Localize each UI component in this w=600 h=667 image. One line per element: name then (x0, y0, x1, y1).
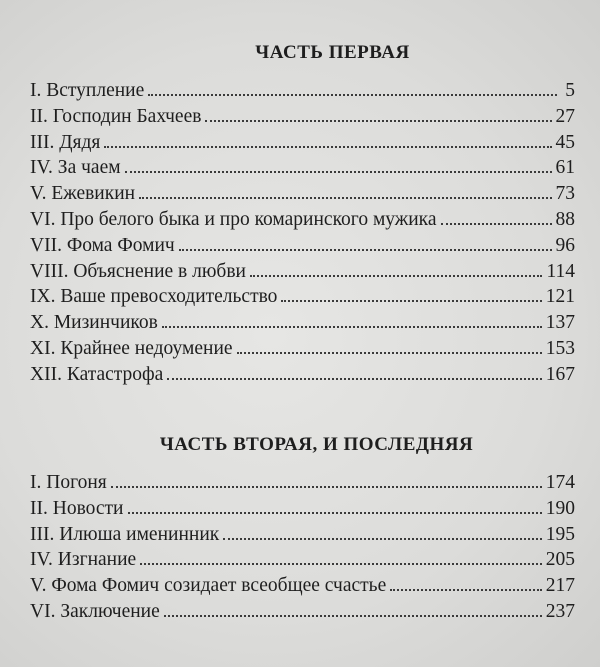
dot-leader (148, 94, 557, 96)
entry-title: I. Погоня (30, 472, 107, 493)
toc-entry-chapter-1[interactable] (30, 78, 575, 104)
dot-leader (237, 352, 542, 354)
dot-leader (139, 197, 551, 199)
dot-leader (441, 223, 552, 225)
toc-entry-chapter-4[interactable] (30, 155, 575, 181)
dot-leader (162, 326, 542, 328)
entry-title: X. Мизинчиков (30, 312, 158, 334)
dot-leader (223, 538, 542, 540)
entry-page-number: 114 (546, 260, 575, 282)
dot-leader (128, 512, 542, 514)
part-one-title: ЧАСТЬ ПЕРВАЯ (255, 42, 410, 63)
entry-page-number: 5 (565, 80, 575, 101)
toc-entry-chapter-3[interactable] (30, 522, 575, 548)
entry-title: XII. Катастрофа (30, 363, 164, 385)
dot-leader (164, 615, 542, 617)
toc-entry-chapter-1[interactable] (30, 470, 575, 496)
entry-page-number: 167 (545, 363, 575, 385)
entry-page-number: 237 (545, 600, 575, 622)
toc-entry-chapter-2[interactable] (30, 104, 575, 130)
toc-entry-chapter-6[interactable] (30, 599, 575, 625)
part-one-section (30, 40, 575, 388)
entry-title: IX. Ваше превосходительство (30, 286, 278, 308)
entry-page-number: 96 (555, 234, 575, 256)
entry-page-number: 190 (545, 497, 575, 519)
entry-title: XI. Крайнее недоумение (30, 337, 233, 359)
dot-leader (104, 146, 551, 148)
dot-leader (140, 563, 542, 565)
dot-leader (179, 249, 552, 251)
entry-page-number: 27 (555, 105, 575, 127)
toc-entry-chapter-5[interactable] (30, 573, 575, 599)
dot-leader (111, 486, 542, 488)
toc-entry-chapter-8[interactable] (30, 259, 575, 285)
toc-entry-chapter-4[interactable] (30, 547, 575, 573)
entry-page-number: 153 (545, 337, 575, 359)
entry-title: II. Господин Бахчеев (30, 105, 202, 127)
entry-title: V. Фома Фомич созидает всеобщее счастье (30, 575, 387, 597)
part-one-entries (30, 78, 575, 388)
toc-entry-chapter-11[interactable] (30, 336, 575, 362)
entry-title: VI. Заключение (30, 600, 160, 622)
entry-page-number: 217 (545, 575, 575, 597)
toc-entry-chapter-2[interactable] (30, 496, 575, 522)
toc-entry-chapter-9[interactable] (30, 284, 575, 310)
entry-title: III. Дядя (30, 131, 101, 153)
dot-leader (125, 171, 552, 173)
entry-page-number: 88 (555, 208, 575, 230)
toc-entry-chapter-7[interactable] (30, 233, 575, 259)
dot-leader (281, 300, 541, 302)
entry-title: VII. Фома Фомич (30, 234, 175, 256)
toc-entry-chapter-5[interactable] (30, 181, 575, 207)
toc-entry-chapter-12[interactable] (30, 362, 575, 388)
entry-title: IV. За чаем (30, 157, 121, 179)
entry-title: I. Вступление (30, 80, 145, 101)
entry-title: III. Илюша именинник (30, 523, 220, 545)
entry-page-number: 61 (555, 157, 575, 179)
entry-page-number: 73 (555, 183, 575, 205)
entry-page-number: 137 (545, 312, 575, 334)
entry-title: IV. Изгнание (30, 549, 137, 571)
toc-entry-chapter-6[interactable] (30, 207, 575, 233)
entry-title: VIII. Объяснение в любви (30, 260, 246, 282)
part-two-title: ЧАСТЬ ВТОРАЯ, И ПОСЛЕДНЯЯ (159, 434, 474, 455)
entry-title: II. Новости (30, 497, 124, 519)
toc-entry-chapter-3[interactable] (30, 130, 575, 156)
dot-leader (205, 120, 551, 122)
entry-page-number: 174 (545, 472, 575, 493)
entry-page-number: 195 (545, 523, 575, 545)
entry-page-number: 205 (545, 549, 575, 571)
part-two-section (30, 432, 575, 625)
entry-page-number: 121 (545, 286, 575, 308)
entry-title: V. Ежевикин (30, 183, 136, 205)
part-two-entries (30, 470, 575, 625)
dot-leader (250, 275, 542, 277)
entry-title: VI. Про белого быка и про комаринского мужика (30, 208, 437, 230)
dot-leader (167, 378, 541, 380)
toc-entry-chapter-10[interactable] (30, 310, 575, 336)
entry-page-number: 45 (555, 131, 575, 153)
dot-leader (390, 589, 542, 591)
